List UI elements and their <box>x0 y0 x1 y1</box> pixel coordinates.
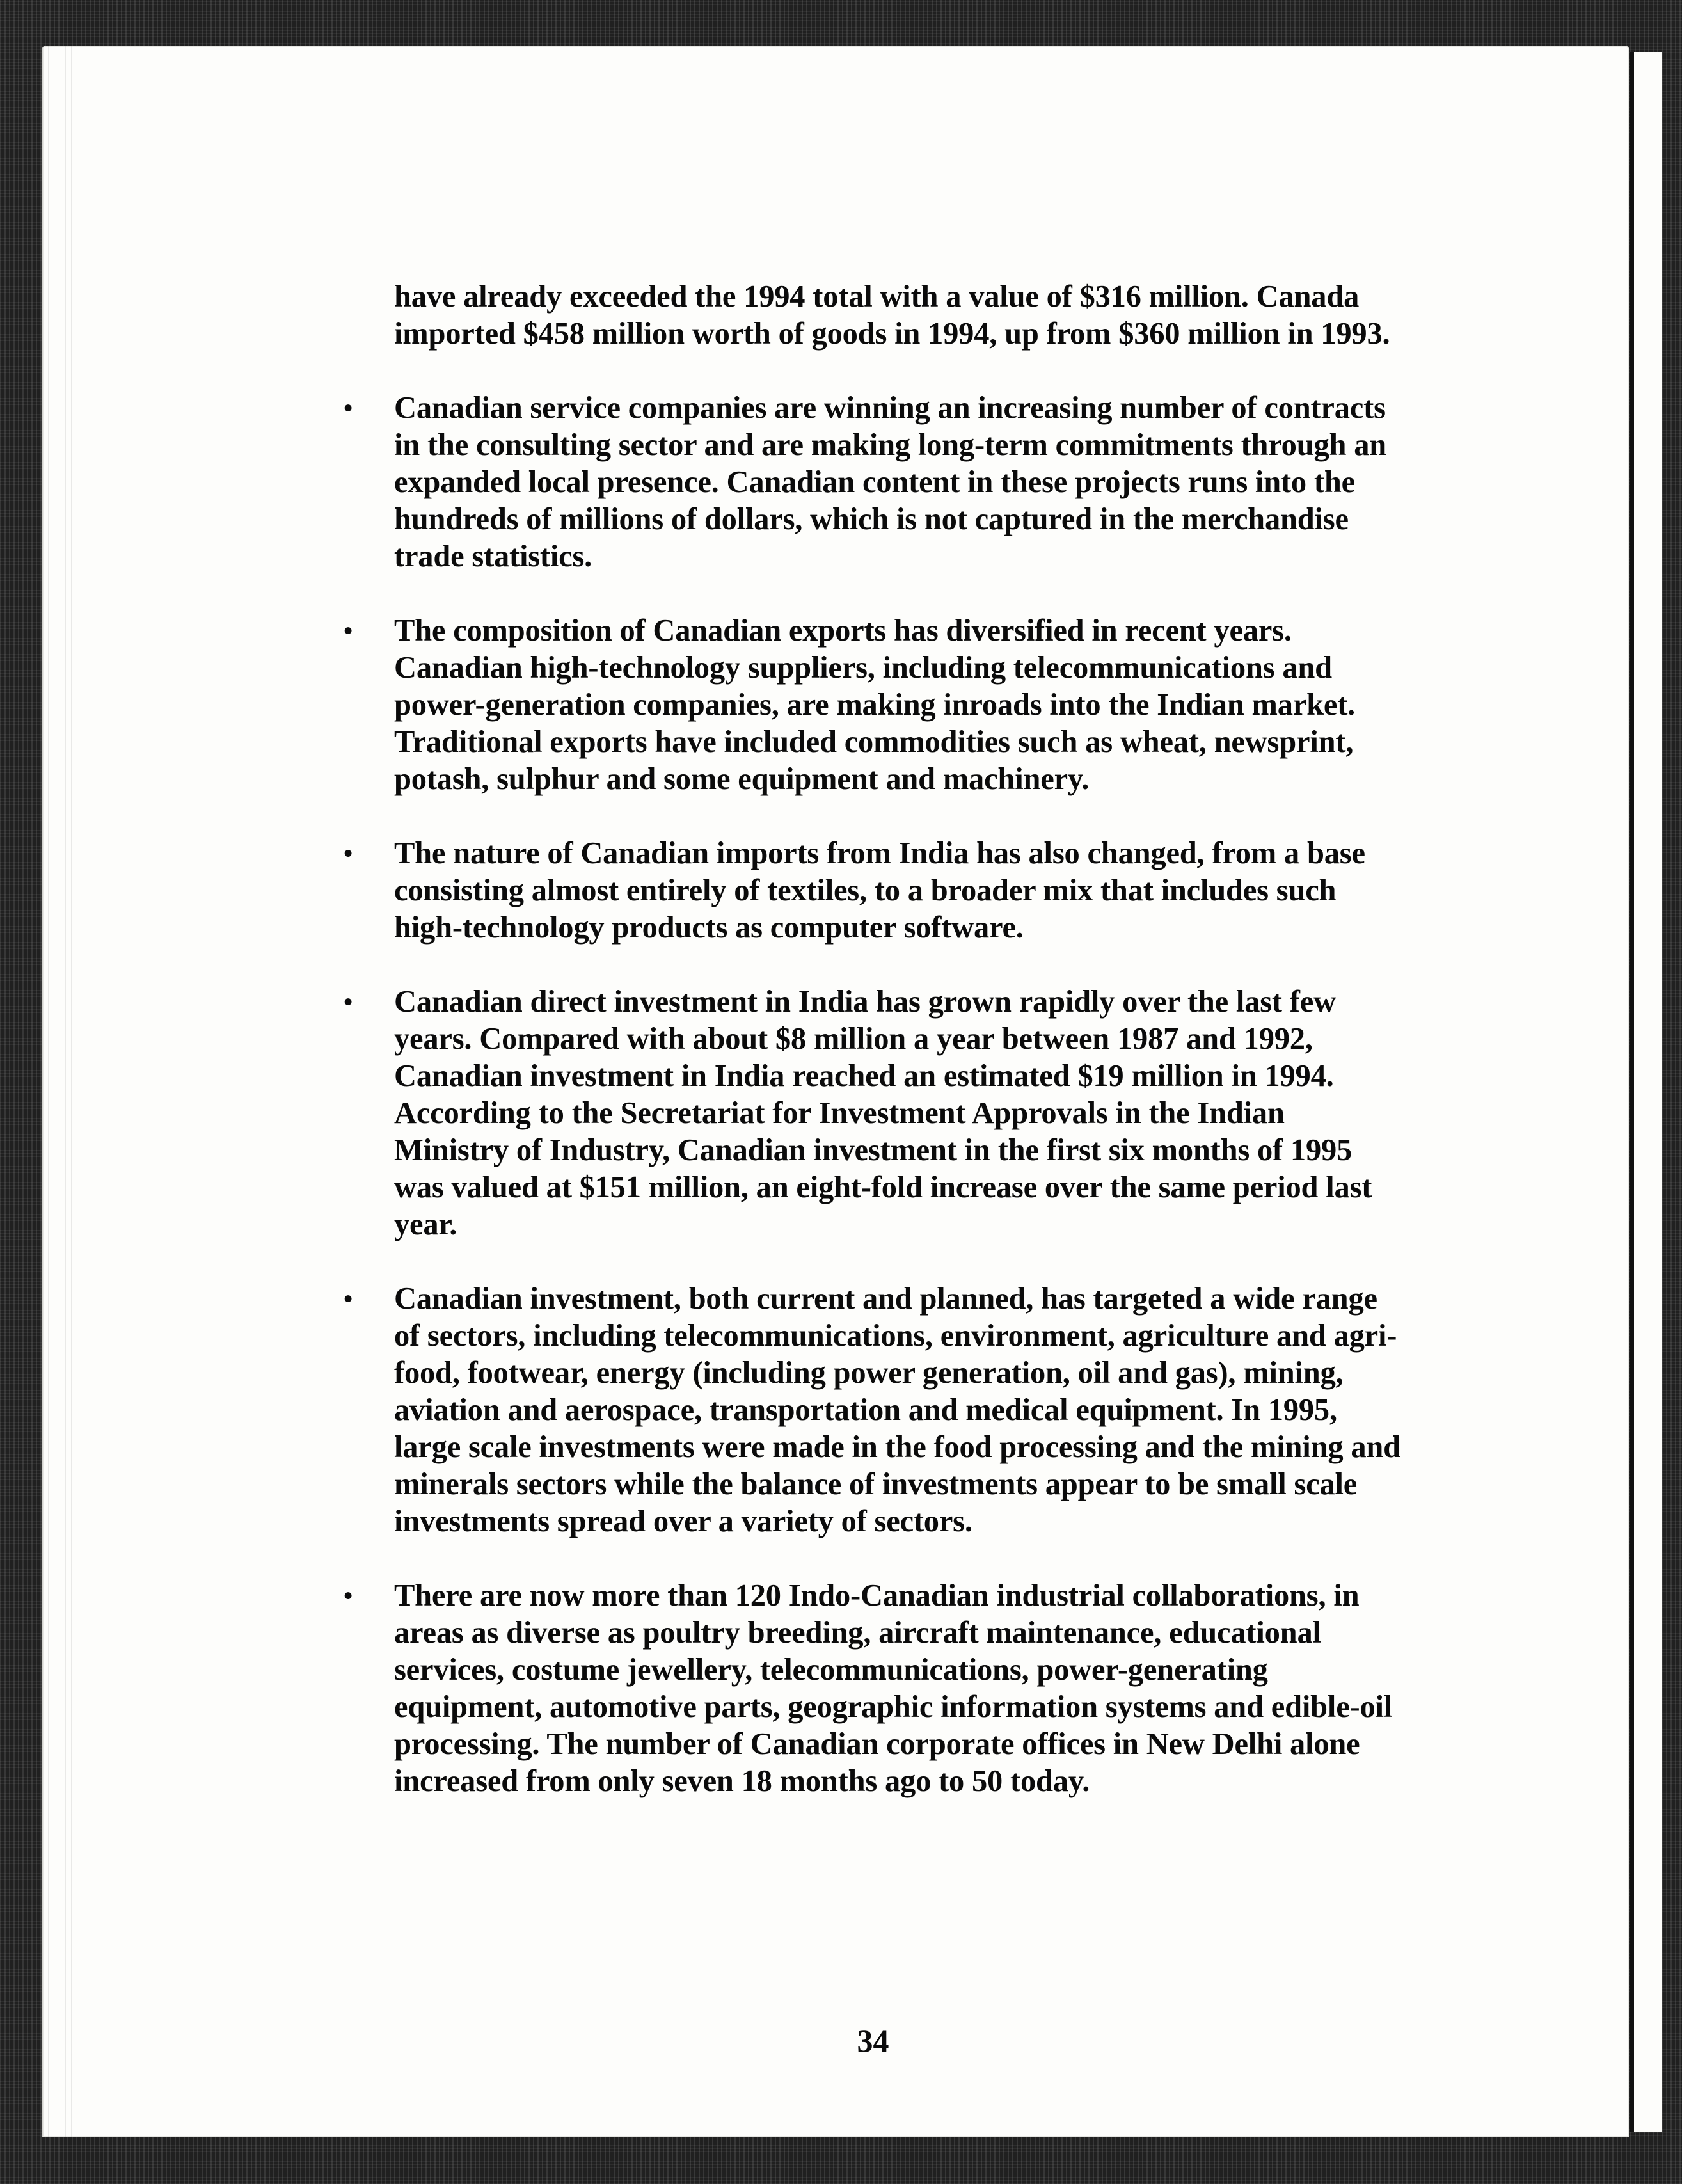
bullet-item <box>344 612 1405 798</box>
bullet-item <box>344 835 1405 946</box>
bullet-item <box>344 984 1405 1243</box>
bullet-text: Canadian investment, both current and planned, has targeted a wide range of sectors, including telecommunications, environment, agriculture and agri-food, footwear, energy (including power generation, oil and gas), mining, aviation and aerospace, transportation and medical equipment. In 1995, large scale investments were made in the food processing and the mining and minerals sectors while the balance of investments appear to be small scale investments spread over a variety of sectors. <box>394 1282 1400 1538</box>
bullet-text: Canadian direct investment in India has grown rapidly over the last few years. Compared with about $8 million a year between 1987 and 1992, Canadian investment in India reached an estimated $19 million in 1994. According to the Secretariat for Investment Approvals in the Indian Ministry of Industry, Canadian investment in the first six months of 1995 was valued at $151 million, an eight-fold increase over the same period last year. <box>394 985 1372 1241</box>
page-number <box>0 2022 1682 2059</box>
bullet-icon: • <box>344 394 353 422</box>
document-body <box>344 278 1405 1800</box>
bullet-item <box>344 1280 1405 1540</box>
bullet-text: The nature of Canadian imports from India has also changed, from a base consisting almost entirely of textiles, to a broader mix that includes such high-technology products as computer software. <box>394 836 1365 945</box>
bullet-icon: • <box>344 1284 353 1313</box>
bullet-text: Canadian service companies are winning an increasing number of contracts in the consulting sector and are making long-term commitments through an expanded local presence. Canadian content in these projects runs into the hundreds of millions of dollars, which is not captured in the merchandise trade statistics. <box>394 391 1387 573</box>
page-number-text: 34 <box>857 2023 889 2059</box>
bullet-text: The composition of Canadian exports has diversified in recent years. Canadian high-technology suppliers, including telecommunications and power-generation companies, are making inroads into the Indian market. Traditional exports have included commodities such as wheat, newsprint, potash, sulphur and some equipment and machinery. <box>394 614 1356 796</box>
bullet-item <box>344 390 1405 575</box>
bullet-icon: • <box>344 839 353 868</box>
bullet-item <box>344 1577 1405 1800</box>
bullet-icon: • <box>344 616 353 645</box>
page-binding-edge <box>42 46 87 2137</box>
bullet-icon: • <box>344 987 353 1016</box>
intro-paragraph: have already exceeded the 1994 total with a value of $316 million. Canada imported $458 million worth of goods in 1994, up from $360 million in 1993. <box>394 280 1390 351</box>
adjacent-page-edge <box>1630 52 1662 2132</box>
bullet-text: There are now more than 120 Indo-Canadian industrial collaborations, in areas as diverse as poultry breeding, aircraft maintenance, educational services, costume jewellery, telecommunications, power-generating equipment, automotive parts, geographic information systems and edible-oil processing. The number of Canadian corporate offices in New Delhi alone increased from only seven 18 months ago to 50 today. <box>394 1579 1393 1798</box>
bullet-icon: • <box>344 1581 353 1610</box>
